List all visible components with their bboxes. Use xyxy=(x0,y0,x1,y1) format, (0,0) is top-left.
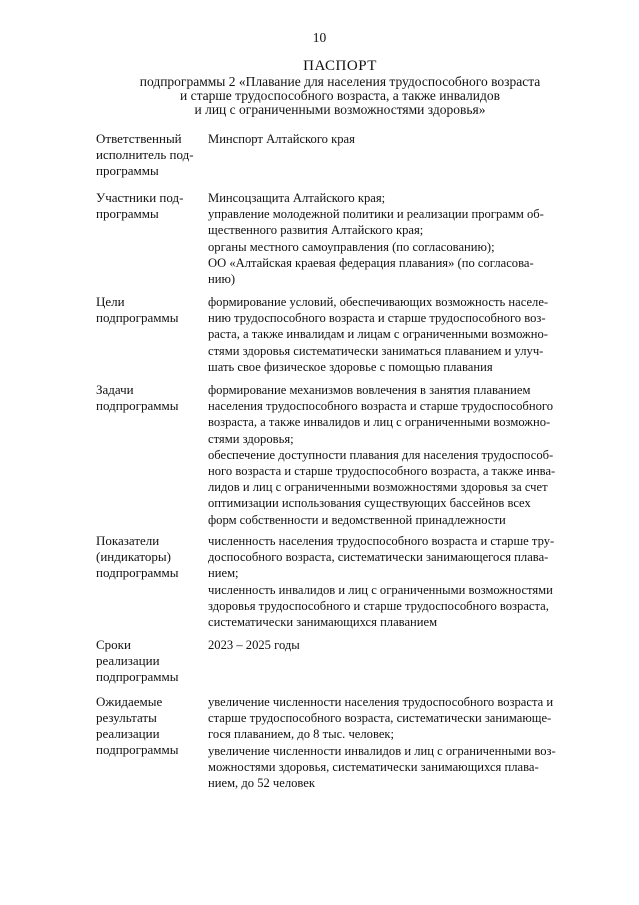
row-label xyxy=(96,533,208,630)
row-content xyxy=(208,694,578,791)
content-line: обеспечение доступности плавания для населения трудоспособ- xyxy=(208,447,554,462)
row-content xyxy=(208,533,578,630)
content-line: систематически занимающихся плаванием xyxy=(208,615,438,630)
label-line: Показатели xyxy=(96,533,160,548)
passport-title xyxy=(60,58,620,117)
label-line: Ответственный xyxy=(96,131,182,146)
label-line: реализации xyxy=(96,726,160,741)
row-goals xyxy=(96,294,586,375)
row-label xyxy=(96,637,208,685)
content-line: увеличение численности инвалидов и лиц с ограниченными воз- xyxy=(208,743,556,758)
label-line: исполнитель под- xyxy=(96,147,194,162)
content-line: оптимизации использования существующих бассейнов всех xyxy=(208,496,531,511)
content-line: нию трудоспособного возраста и старше трудоспособного воз- xyxy=(208,311,546,326)
label-line: подпрограммы xyxy=(96,669,179,684)
label-line: подпрограммы xyxy=(96,398,179,413)
content-line: численность населения трудоспособного возраста и старше тру- xyxy=(208,534,555,548)
content-line: увеличение численности населения трудоспособного возраста и xyxy=(208,695,554,709)
row-content xyxy=(208,131,578,179)
title-line-1: подпрограммы 2 «Плавание для населения трудоспособного возраста xyxy=(139,74,541,89)
content-line: нием; xyxy=(208,566,239,581)
label-line: подпрограммы xyxy=(96,565,179,580)
page-number: 10 xyxy=(312,30,327,45)
row-label xyxy=(96,190,208,287)
row-label xyxy=(96,382,208,528)
content-line: Минсоцзащита Алтайского края; xyxy=(208,191,386,205)
row-content xyxy=(208,637,578,685)
content-line: 2023 – 2025 годы xyxy=(208,638,300,652)
content-line: доспособного возраста, систематически занимающегося плава- xyxy=(208,550,549,565)
content-line: возраста, а также инвалидов и лиц с ограниченными возможно- xyxy=(208,415,551,430)
content-line: щественного развития Алтайского края; xyxy=(208,223,424,238)
row-timeline xyxy=(96,637,586,685)
label-line: Цели xyxy=(96,294,125,309)
row-responsible-executor xyxy=(96,131,586,179)
content-line: нию) xyxy=(208,272,236,287)
label-line: программы xyxy=(96,206,159,221)
content-line: управление молодежной политики и реализации программ об- xyxy=(208,207,544,222)
content-line: старше трудоспособного возраста, систематически занимающе- xyxy=(208,711,552,726)
content-line: формирование механизмов вовлечения в занятия плаванием xyxy=(208,383,531,397)
row-indicators xyxy=(96,533,586,630)
title-line-3: и лиц с ограниченными возможностями здоровья» xyxy=(194,102,486,117)
label-line: (индикаторы) xyxy=(96,549,171,564)
row-tasks xyxy=(96,382,586,528)
content-line: нием, до 52 человек xyxy=(208,776,316,791)
row-expected-results xyxy=(96,694,586,791)
row-content xyxy=(208,382,578,528)
content-line: численность инвалидов и лиц с ограниченными возможностями xyxy=(208,582,553,597)
label-line: Сроки xyxy=(96,637,131,652)
label-line: реализации xyxy=(96,653,160,668)
content-line: стями здоровья систематически заниматься плаванием и улуч- xyxy=(208,343,544,358)
content-line: шать свое физическое здоровье с помощью плавания xyxy=(208,359,493,374)
label-line: Ожидаемые xyxy=(96,694,163,709)
row-content xyxy=(208,190,578,287)
content-line: Минспорт Алтайского края xyxy=(208,132,355,146)
content-line: раста, а также инвалидам и лицам с ограниченными возможно- xyxy=(208,327,548,342)
content-line: здоровья трудоспособного и старше трудоспособного возраста, xyxy=(208,598,549,613)
row-label xyxy=(96,294,208,375)
content-line: гося плаванием, до 8 тыс. человек; xyxy=(208,727,395,742)
content-line: формирование условий, обеспечивающих возможность населе- xyxy=(208,295,549,309)
title-heading: ПАСПОРТ xyxy=(303,58,377,74)
label-line: подпрограммы xyxy=(96,310,179,325)
content-line: ного возраста и старше трудоспособного возраста, а также инва- xyxy=(208,464,556,479)
content-line: органы местного самоуправления (по согласованию); xyxy=(208,239,495,254)
label-line: подпрограммы xyxy=(96,742,179,757)
row-label xyxy=(96,694,208,791)
content-line: форм собственности и ведомственной принадлежности xyxy=(208,512,506,527)
label-line: Участники под- xyxy=(96,190,184,205)
title-line-2: и старше трудоспособного возраста, а также инвалидов xyxy=(180,88,500,103)
label-line: Задачи xyxy=(96,382,134,397)
content-line: можностями здоровья, систематически занимающихся плава- xyxy=(208,759,539,774)
content-line: стями здоровья; xyxy=(208,431,294,446)
content-line: населения трудоспособного возраста и старше трудоспособного xyxy=(208,399,554,414)
label-line: программы xyxy=(96,163,159,178)
content-line: лидов и лиц с ограниченными возможностями здоровья за счет xyxy=(208,480,548,495)
row-label xyxy=(96,131,208,179)
label-line: результаты xyxy=(96,710,157,725)
row-participants xyxy=(96,190,586,287)
content-line: ОО «Алтайская краевая федерация плавания» (по согласова- xyxy=(208,255,534,270)
row-content xyxy=(208,294,578,375)
